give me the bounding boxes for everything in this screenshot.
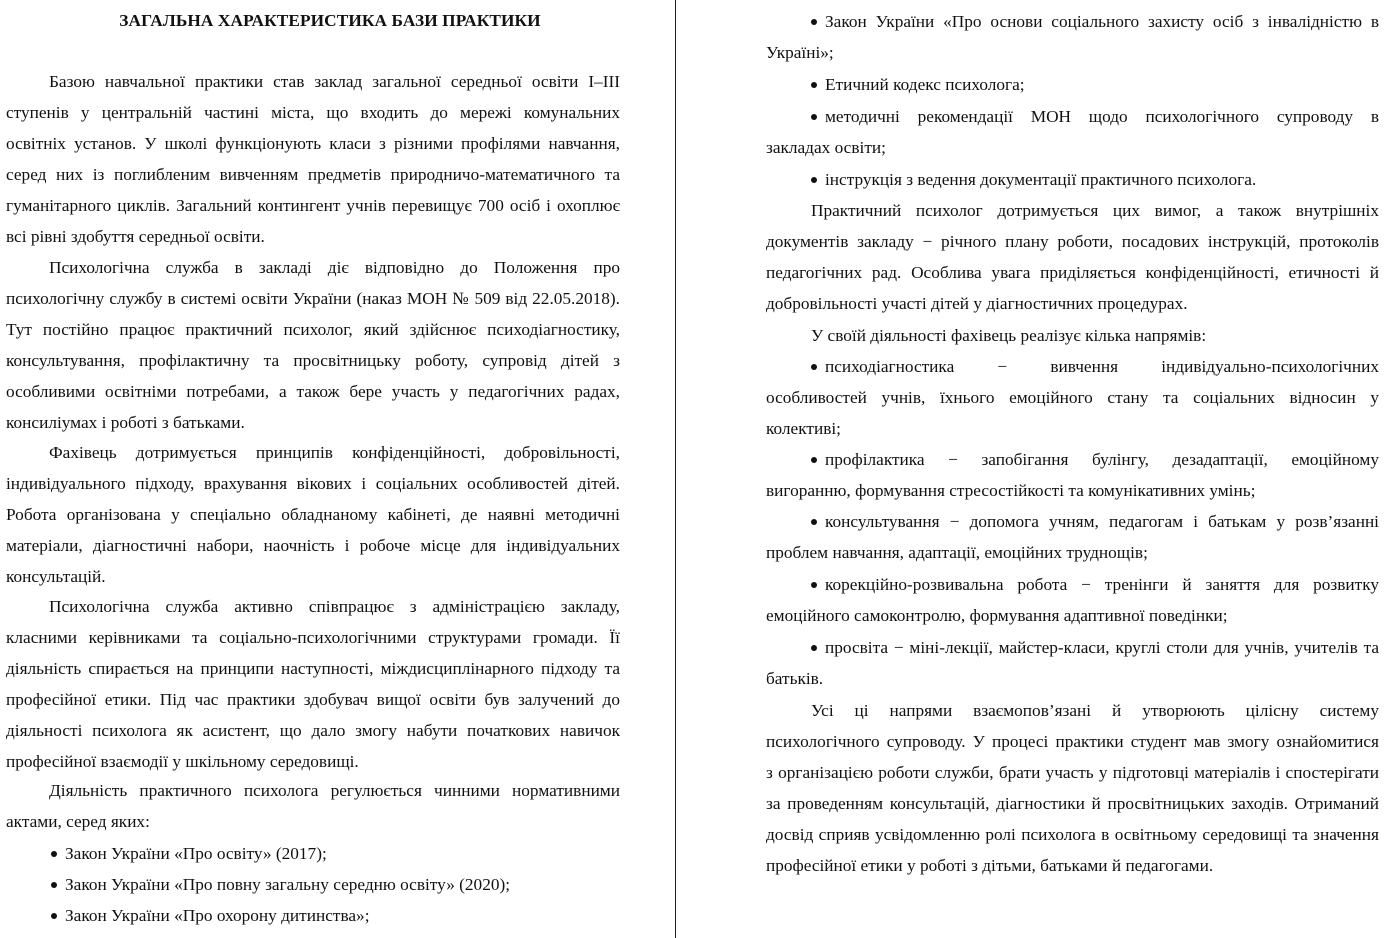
line-text: з організацією роботи служби, брати участь у підготовці матеріалів і спостерігати xyxy=(766,763,1379,782)
line-text: інструкція з ведення документації практичного психолога. xyxy=(825,170,1257,189)
line-text: Закон України «Про основи соціального захисту осіб з інвалідністю в xyxy=(825,12,1379,31)
line-text: Діяльність практичного психолога регулюється чинними нормативними xyxy=(49,781,620,800)
paragraph-line xyxy=(766,855,1379,877)
line-text: Психологічна служба активно співпрацює з адміністрацією закладу, xyxy=(49,597,620,616)
paragraph-line xyxy=(6,412,620,434)
bullet-item-line xyxy=(51,905,620,927)
paragraph-line xyxy=(6,720,620,742)
paragraph-line xyxy=(6,504,620,526)
right-page xyxy=(766,0,1379,938)
paragraph-line xyxy=(766,824,1379,846)
paragraph-line xyxy=(6,102,620,124)
paragraph-line xyxy=(766,762,1379,784)
paragraph-line xyxy=(6,535,620,557)
line-text: консультування − допомога учням, педагогам і батькам у розв’язанні xyxy=(825,512,1379,531)
line-text: психологічну службу в системі освіти України (наказ МОН № 509 від 22.05.2018). xyxy=(6,289,620,308)
line-text: корекційно-розвивальна робота − тренінги й заняття для розвитку xyxy=(825,575,1379,594)
bullet-icon xyxy=(811,177,817,183)
line-text: документів закладу − річного плану роботи, посадових інструкцій, протоколів xyxy=(766,232,1379,251)
paragraph-line xyxy=(766,42,1379,64)
paragraph-line xyxy=(766,137,1379,159)
bullet-icon xyxy=(811,364,817,370)
paragraph-line xyxy=(6,658,620,680)
line-text: консультацій. xyxy=(6,567,106,586)
line-text: методичні рекомендації МОН щодо психологічного супроводу в xyxy=(825,107,1379,126)
paragraph-line xyxy=(6,288,620,310)
bullet-item-line xyxy=(811,637,1379,659)
bullet-item-line xyxy=(811,511,1379,533)
line-text: особливими освітніми потребами, а також бере участь у педагогічних радах, xyxy=(6,382,620,401)
paragraph-line xyxy=(811,325,1379,347)
paragraph-line xyxy=(6,473,620,495)
paragraph-line xyxy=(766,605,1379,627)
paragraph-line xyxy=(766,480,1379,502)
line-text: матеріали, діагностичні набори, наочність і робоче місце для індивідуальних xyxy=(6,536,620,555)
paragraph-line xyxy=(766,387,1379,409)
line-text: Тут постійно працює практичний психолог, який здійснює психодіагностику, xyxy=(6,320,620,339)
paragraph-line xyxy=(766,793,1379,815)
line-text: психодіагностика − вивчення індивідуально-психологічних xyxy=(825,357,1379,376)
line-text: колективі; xyxy=(766,419,841,438)
line-text: просвіта − міні-лекції, майстер-класи, круглі столи для учнів, учителів та xyxy=(825,638,1379,657)
paragraph-line xyxy=(6,627,620,649)
paragraph-line xyxy=(6,751,620,773)
paragraph-line xyxy=(766,293,1379,315)
line-text: емоційного самоконтролю, формування адаптивної поведінки; xyxy=(766,606,1228,625)
line-text: педагогічних рад. Особлива увага приділяється конфіденційності, етичності й xyxy=(766,263,1379,282)
line-text: Практичний психолог дотримується цих вимог, а також внутрішніх xyxy=(811,201,1379,220)
line-text: психологічного супроводу. У процесі практики студент мав змогу ознайомитися xyxy=(766,732,1379,751)
line-text: досвід сприяв усвідомленню ролі психолога в освітньому середовищі та значення xyxy=(766,825,1379,844)
bullet-item-line xyxy=(811,106,1379,128)
line-text: гуманітарного циклів. Загальний контингент учнів перевищує 700 осіб і охоплює xyxy=(6,196,620,215)
line-text: особливостей учнів, їхнього емоційного стану та соціальних відносин у xyxy=(766,388,1379,407)
paragraph-line xyxy=(6,566,620,588)
paragraph-line xyxy=(49,596,620,618)
line-text: ступенів у центральній частині міста, що входить до мережі комунальних xyxy=(6,103,620,122)
line-text: закладах освіти; xyxy=(766,138,886,157)
line-text: професійної взаємодії у шкільному середовищі. xyxy=(6,752,359,771)
bullet-item-line xyxy=(51,843,620,865)
paragraph-line xyxy=(766,668,1379,690)
line-text: всі рівні здобуття середньої освіти. xyxy=(6,227,265,246)
bullet-icon xyxy=(811,457,817,463)
line-text: діяльність спирається на принципи наступності, міждисциплінарного підходу та xyxy=(6,659,620,678)
line-text: серед них із поглибленим вивченням предметів природничо-математичного та xyxy=(6,165,620,184)
bullet-icon xyxy=(811,645,817,651)
bullet-icon xyxy=(811,82,817,88)
line-text: вигоранню, формування стресостійкості та комунікативних умінь; xyxy=(766,481,1256,500)
paragraph-line xyxy=(6,195,620,217)
paragraph-line xyxy=(49,257,620,279)
paragraph-line xyxy=(6,381,620,403)
paragraph-line xyxy=(6,133,620,155)
line-text: батьків. xyxy=(766,669,824,688)
bullet-icon xyxy=(51,913,57,919)
line-text: Закон України «Про охорону дитинства»; xyxy=(65,906,370,925)
line-text: Етичний кодекс психолога; xyxy=(825,75,1025,94)
page-title: ЗАГАЛЬНА ХАРАКТЕРИСТИКА БАЗИ ПРАКТИКИ xyxy=(119,11,541,30)
bullet-item-line xyxy=(811,449,1379,471)
paragraph-line xyxy=(6,689,620,711)
bullet-item-line xyxy=(811,74,1379,96)
paragraph-line xyxy=(811,700,1379,722)
paragraph-line xyxy=(766,262,1379,284)
line-text: консиліумах і роботі з батьками. xyxy=(6,413,245,432)
line-text: професійної етики у роботі з дітьми, батьками й педагогами. xyxy=(766,856,1214,875)
bullet-icon xyxy=(811,114,817,120)
line-text: за проведенням консультацій, діагностики й просвітницьких заходів. Отриманий xyxy=(766,794,1379,813)
line-text: індивідуального підходу, врахування вікових і соціальних особливостей дітей. xyxy=(6,474,620,493)
bullet-item-line xyxy=(51,874,620,896)
paragraph-line xyxy=(766,542,1379,564)
paragraph-line xyxy=(766,231,1379,253)
paragraph-line xyxy=(49,442,620,464)
line-text: У своїй діяльності фахівець реалізує кілька напрямів: xyxy=(811,326,1207,345)
paragraph-line xyxy=(49,71,620,93)
paragraph-line xyxy=(6,811,620,833)
line-text: Україні»; xyxy=(766,43,834,62)
paragraph-line xyxy=(6,319,620,341)
line-text: актами, серед яких: xyxy=(6,812,150,831)
line-text: освітніх установ. У школі функціонують класи з різними профілями навчання, xyxy=(6,134,620,153)
left-page xyxy=(6,0,620,938)
page-divider xyxy=(675,0,676,938)
bullet-icon xyxy=(811,19,817,25)
bullet-item-line xyxy=(811,574,1379,596)
line-text: Закон України «Про освіту» (2017); xyxy=(65,844,327,863)
bullet-icon xyxy=(51,882,57,888)
paragraph-line xyxy=(766,418,1379,440)
line-text: профілактика − запобігання булінгу, дезадаптації, емоційному xyxy=(825,450,1379,469)
line-text: Психологічна служба в закладі діє відповідно до Положення про xyxy=(49,258,620,277)
paragraph-line xyxy=(766,731,1379,753)
paragraph-line xyxy=(6,164,620,186)
line-text: проблем навчання, адаптації, емоційних труднощів; xyxy=(766,543,1148,562)
bullet-item-line xyxy=(811,356,1379,378)
line-text: Робота організована у спеціально обладнаному кабінеті, де наявні методичні xyxy=(6,505,620,524)
line-text: консультування, профілактичну та просвітницьку роботу, супровід дітей з xyxy=(6,351,620,370)
paragraph-line xyxy=(6,226,620,248)
line-text: діяльності психолога як асистент, що дало змогу набути початкових навичок xyxy=(6,721,620,740)
line-text: професійної етики. Під час практики здобувач вищої освіти був залучений до xyxy=(6,690,620,709)
bullet-icon xyxy=(811,519,817,525)
line-text: Закон України «Про повну загальну середню освіту» (2020); xyxy=(65,875,511,894)
paragraph-line xyxy=(49,780,620,802)
line-text: Базою навчальної практики став заклад загальної середньої освіти I–III xyxy=(49,72,620,91)
line-text: Фахівець дотримується принципів конфіденційності, добровільності, xyxy=(49,443,620,462)
line-text: добровільності участі дітей у діагностичних процедурах. xyxy=(766,294,1188,313)
line-text: класними керівниками та соціально-психологічними структурами громади. Її xyxy=(6,628,620,647)
paragraph-line xyxy=(811,200,1379,222)
bullet-item-line xyxy=(811,11,1379,33)
bullet-item-line xyxy=(811,169,1379,191)
bullet-icon xyxy=(811,582,817,588)
line-text: Усі ці напрями взаємопов’язані й утворюють цілісну систему xyxy=(811,701,1379,720)
bullet-icon xyxy=(51,851,57,857)
paragraph-line xyxy=(6,350,620,372)
